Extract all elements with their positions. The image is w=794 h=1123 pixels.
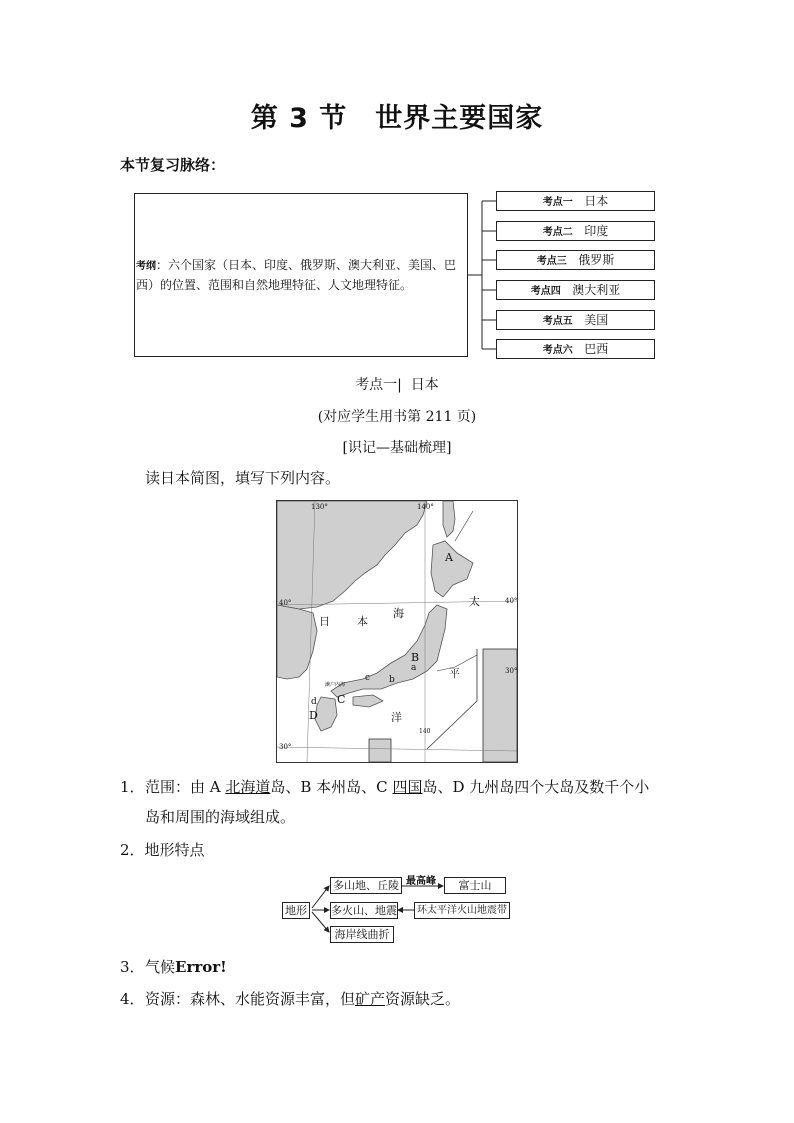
map-ocean-yang: 洋: [391, 711, 402, 724]
japan-map: [276, 500, 518, 763]
item-1-num: 1．: [120, 778, 145, 796]
map-label-d: d: [311, 697, 317, 707]
kp-box-4: 考点四 澳大利亚: [496, 280, 655, 300]
item-4-text: 资源：森林、水能资源丰富，但矿产资源缺乏。: [145, 990, 461, 1008]
outline-text: [136, 256, 466, 295]
flow-box-volcanoes: 多火山、地震: [331, 904, 397, 917]
map-lat-40-right: 40°: [505, 597, 518, 605]
map-label-B: B: [411, 651, 420, 664]
map-lon-130: 130°: [311, 503, 328, 511]
flow-box-ring-of-fire: 环太平洋火山地震带: [414, 902, 510, 919]
page-title: 第 3 节 世界主要国家: [250, 103, 544, 134]
item-4-num: 4．: [120, 990, 145, 1008]
map-lat-30-right: 30°: [505, 667, 518, 675]
map-label-b: b: [389, 675, 395, 685]
kp-box-5: 考点五 美国: [496, 310, 655, 330]
answer-shikoku: 四国: [392, 778, 423, 796]
kp-box-3: 考点三 俄罗斯: [496, 250, 655, 270]
map-label-C: C: [337, 693, 346, 706]
kp-box-2: 考点二 印度: [496, 221, 655, 241]
item-3-error: Error!: [175, 958, 227, 976]
map-label-D: D: [309, 709, 318, 722]
item-1-line-1: 范围：由 A 北海道岛、B 本州岛、C 四国岛、D 九州岛四个大岛及数千个小: [145, 778, 650, 796]
outline-connector: [468, 195, 498, 355]
kp-box-6: 考点六 巴西: [496, 339, 655, 359]
answer-minerals: 矿产: [355, 990, 386, 1008]
map-140-bottom: 140: [419, 728, 431, 735]
item-1-line-2: 岛和周围的海域组成。: [145, 808, 296, 826]
outline-label: 考纲: [136, 261, 156, 272]
item-3-num: 3．: [120, 958, 145, 976]
map-label-A: A: [445, 551, 453, 564]
map-label-a: a: [411, 663, 417, 673]
flow-root: 地形: [282, 902, 310, 919]
map-lat-30-left: 30°: [279, 743, 292, 751]
answer-hokkaido: 北海道: [225, 778, 271, 796]
flow-box-fuji: 富士山: [444, 877, 506, 894]
flow-box-mountains: 多山地、丘陵: [330, 877, 402, 894]
flow-edge-highest-peak: 最高峰: [406, 876, 436, 887]
map-ocean-tai: 太: [469, 595, 480, 608]
section-label: 本节复习脉络：: [120, 156, 226, 174]
map-lat-40-left: 40°: [279, 599, 292, 607]
kp-box-1: 考点一 日本: [496, 191, 655, 211]
map-sea-hai: 海: [393, 607, 404, 620]
item-2-heading: 2．地形特点: [120, 841, 205, 859]
map-sea-ri: 日: [319, 615, 330, 628]
map-label-c: c: [365, 673, 371, 683]
map-lon-140: 140°: [417, 503, 434, 511]
map-inland-sea: 濑户内海: [325, 682, 346, 688]
sub-heading: [识记—基础梳理]: [342, 440, 452, 456]
map-sea-ben: 本: [357, 615, 368, 628]
book-ref: (对应学生用书第 211 页): [317, 409, 477, 425]
kp-heading: 考点一| 日本: [355, 377, 439, 393]
outline-body: ：六个国家（日本、印度、俄罗斯、澳大利亚、美国、巴西）的位置、范围和自然地理特征、人文地理特征。: [136, 258, 457, 292]
item-3-text: 气候Error!: [145, 958, 227, 976]
terrain-flow-diagram: [282, 872, 512, 944]
map-ocean-ping: 平: [449, 667, 460, 680]
intro-text: 读日本简图，填写下列内容。: [145, 469, 341, 487]
flow-box-coastline: 海岸线曲折: [330, 926, 394, 943]
